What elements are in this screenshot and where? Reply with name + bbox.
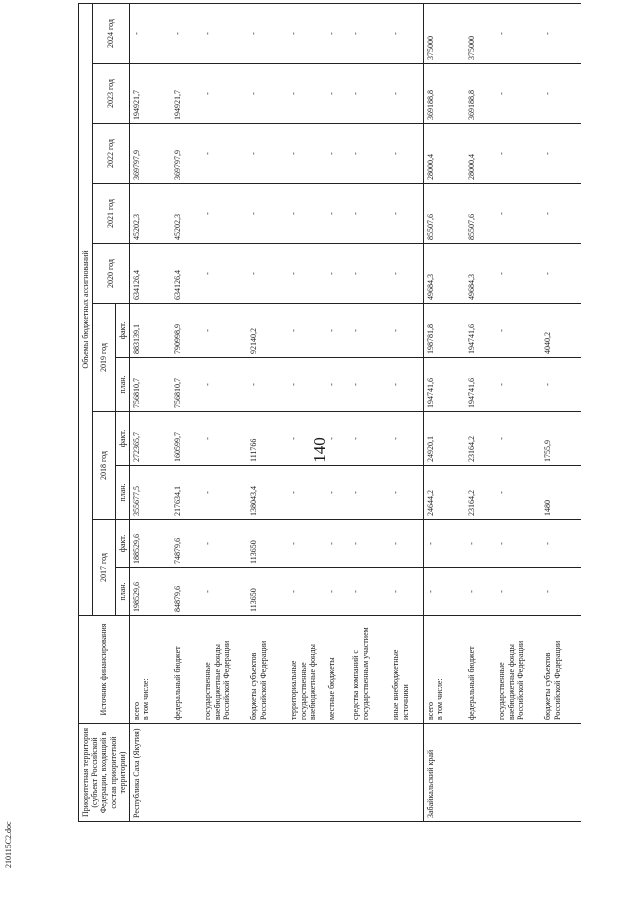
value-cell: - [349,466,389,520]
table-row [129,3,171,821]
source-cell [541,616,581,724]
value-cell: - [495,184,541,244]
value-cell: 45202,3 [171,184,201,244]
value-cell: 634126,4 [129,244,171,304]
source-label: местные бюджеты [327,657,337,720]
header-2021: 2021 год [93,184,130,244]
value-cell: - [389,358,423,412]
value-cell: 85507,6 [465,184,495,244]
table-header [79,3,130,821]
value-cell: 790998,9 [171,304,201,358]
value-cell: 92140,2 [247,304,287,358]
value-cell: 23164,2 [465,412,495,466]
value-cell: 24644,2 [423,466,465,520]
value-cell: 375000 [423,3,465,63]
value-cell: - [541,520,581,568]
source-sublabel: в том числе: [435,678,445,720]
source-label: средства компаний с государственным участием [351,627,370,720]
value-cell: - [287,184,325,244]
region-name: Забайкальский край [423,724,581,822]
value-cell: 355677,5 [129,466,171,520]
source-cell [423,616,465,724]
value-cell: 194741,6 [423,358,465,412]
value-cell: 1755,9 [541,412,581,466]
source-cell [171,616,201,724]
value-cell: - [495,466,541,520]
header-fact: факт. [115,304,129,358]
value-cell: 138043,4 [247,466,287,520]
value-cell: - [247,64,287,124]
value-cell: - [389,244,423,304]
value-cell: - [349,64,389,124]
source-label: территориальные государственные внебюджетные фонды [289,644,317,720]
source-label: всего [131,701,141,720]
value-cell: 198781,8 [423,304,465,358]
source-label: государственные внебюджетные фонды Российской Федерации [497,640,525,720]
value-cell: - [389,520,423,568]
value-cell: - [325,244,349,304]
value-cell: - [465,520,495,568]
value-cell: - [325,184,349,244]
table-row [171,3,201,821]
value-cell: - [349,244,389,304]
value-cell: - [325,520,349,568]
source-label: федеральный бюджет [467,646,477,720]
source-label: бюджеты субъектов Российской Федерации [543,640,562,720]
header-2020: 2020 год [93,244,130,304]
source-cell [465,616,495,724]
value-cell: 85507,6 [423,184,465,244]
value-cell: 188529,6 [129,520,171,568]
value-cell: - [541,358,581,412]
header-territory: Приоритетная территория (субъект Российской Федерации, входящий в состав приоритетной территории) [79,724,130,822]
table-row [325,3,349,821]
value-cell: 369797,9 [129,124,171,184]
value-cell: - [287,520,325,568]
value-cell: - [495,244,541,304]
value-cell: - [541,124,581,184]
value-cell: - [423,520,465,568]
value-cell: - [389,304,423,358]
value-cell: 756810,7 [129,358,171,412]
value-cell: - [201,3,247,63]
value-cell: 194741,6 [465,358,495,412]
budget-allocations-table [78,3,581,822]
budget-table-sheet [78,19,578,822]
header-plan: план. [115,358,129,412]
value-cell: - [325,304,349,358]
source-label: федеральный бюджет [173,646,183,720]
value-cell: - [349,304,389,358]
table-row [541,3,581,821]
table-row [389,3,423,821]
value-cell: - [349,412,389,466]
value-cell: - [325,64,349,124]
value-cell: - [287,304,325,358]
value-cell: - [247,3,287,63]
value-cell: - [389,184,423,244]
table-row [423,3,465,821]
value-cell: - [129,3,171,63]
value-cell: - [349,124,389,184]
value-cell: - [389,412,423,466]
value-cell: 4040,2 [541,304,581,358]
header-2022: 2022 год [93,124,130,184]
value-cell: - [201,412,247,466]
source-cell [325,616,349,724]
page-number: 140 [310,437,329,463]
source-cell [495,616,541,724]
value-cell: 272365,7 [129,412,171,466]
value-cell: 217634,1 [171,466,201,520]
source-cell [129,616,171,724]
value-cell: - [423,568,465,616]
value-cell: - [495,520,541,568]
value-cell: 369797,9 [171,124,201,184]
value-cell: - [201,244,247,304]
value-cell: - [389,124,423,184]
value-cell: - [495,64,541,124]
header-2024: 2024 год [93,3,130,63]
value-cell: 194921,7 [171,64,201,124]
source-label: государственные внебюджетные фонды Российской Федерации [203,640,231,720]
value-cell: - [287,244,325,304]
value-cell: - [325,412,349,466]
table-row [247,3,287,821]
source-cell [287,616,325,724]
value-cell: - [541,184,581,244]
value-cell: 49684,3 [423,244,465,304]
value-cell: 194921,7 [129,64,171,124]
value-cell: - [495,358,541,412]
header-2018: 2018 год [93,412,116,520]
value-cell: - [201,184,247,244]
value-cell: - [541,3,581,63]
header-2019: 2019 год [93,304,116,412]
table-row [495,3,541,821]
value-cell: 28000,4 [423,124,465,184]
value-cell: 84879,6 [171,568,201,616]
footer-filename: 210115С2.doc [4,821,13,868]
value-cell: - [201,466,247,520]
value-cell: - [325,568,349,616]
value-cell: - [349,520,389,568]
source-cell [201,616,247,724]
value-cell: - [389,568,423,616]
value-cell: - [201,64,247,124]
value-cell: 111766 [247,412,287,466]
value-cell: 24920,1 [423,412,465,466]
value-cell: 74879,6 [171,520,201,568]
header-plan: план. [115,568,129,616]
value-cell: 634126,4 [171,244,201,304]
table-row [201,3,247,821]
source-cell [349,616,389,724]
header-2017: 2017 год [93,520,116,616]
value-cell: 160599,7 [171,412,201,466]
value-cell: - [349,3,389,63]
value-cell: - [325,3,349,63]
value-cell: - [287,64,325,124]
region-name: Республика Саха (Якутия) [129,724,423,822]
value-cell: - [201,124,247,184]
source-label: иные внебюджетные источники [391,649,410,720]
value-cell: - [201,304,247,358]
value-cell: - [541,568,581,616]
value-cell: - [541,64,581,124]
table-row [465,3,495,821]
header-source: Источник финансирования [79,616,130,724]
value-cell: - [389,64,423,124]
value-cell: 1480 [541,466,581,520]
value-cell: - [247,244,287,304]
value-cell: - [325,124,349,184]
value-cell: 369188,8 [423,64,465,124]
header-plan: план. [115,466,129,520]
value-cell: - [201,358,247,412]
header-fact: факт. [115,520,129,568]
value-cell: 198529,6 [129,568,171,616]
value-cell: - [495,304,541,358]
value-cell: - [349,568,389,616]
value-cell: - [495,412,541,466]
value-cell: - [325,466,349,520]
value-cell: - [495,568,541,616]
source-label: всего [425,701,435,720]
value-cell: 113650 [247,520,287,568]
value-cell: - [389,466,423,520]
value-cell: - [325,358,349,412]
value-cell: - [287,412,325,466]
value-cell: - [389,3,423,63]
value-cell: - [495,124,541,184]
source-cell [247,616,287,724]
header-volumes: Объемы бюджетных ассигнований [79,3,93,615]
source-sublabel: в том числе: [141,678,151,720]
value-cell: 113650 [247,568,287,616]
source-cell [389,616,423,724]
header-fact: факт. [115,412,129,466]
value-cell: - [465,568,495,616]
value-cell: - [287,3,325,63]
value-cell: - [349,184,389,244]
value-cell: - [247,124,287,184]
value-cell: 883139,1 [129,304,171,358]
table-body [129,3,581,821]
value-cell: - [287,568,325,616]
table-row [349,3,389,821]
value-cell: - [349,358,389,412]
value-cell: 375000 [465,3,495,63]
value-cell: - [171,3,201,63]
value-cell: - [247,358,287,412]
value-cell: - [541,244,581,304]
value-cell: 194741,6 [465,304,495,358]
value-cell: - [201,520,247,568]
header-2023: 2023 год [93,64,130,124]
value-cell: - [247,184,287,244]
value-cell: - [287,358,325,412]
table-row [287,3,325,821]
source-label: бюджеты субъектов Российской Федерации [249,640,268,720]
value-cell: 23164,2 [465,466,495,520]
value-cell: - [201,568,247,616]
value-cell: - [287,466,325,520]
value-cell: - [287,124,325,184]
value-cell: 28000,4 [465,124,495,184]
value-cell: 45202,3 [129,184,171,244]
value-cell: - [495,3,541,63]
value-cell: 756810,7 [171,358,201,412]
value-cell: 369188,8 [465,64,495,124]
value-cell: 49684,3 [465,244,495,304]
